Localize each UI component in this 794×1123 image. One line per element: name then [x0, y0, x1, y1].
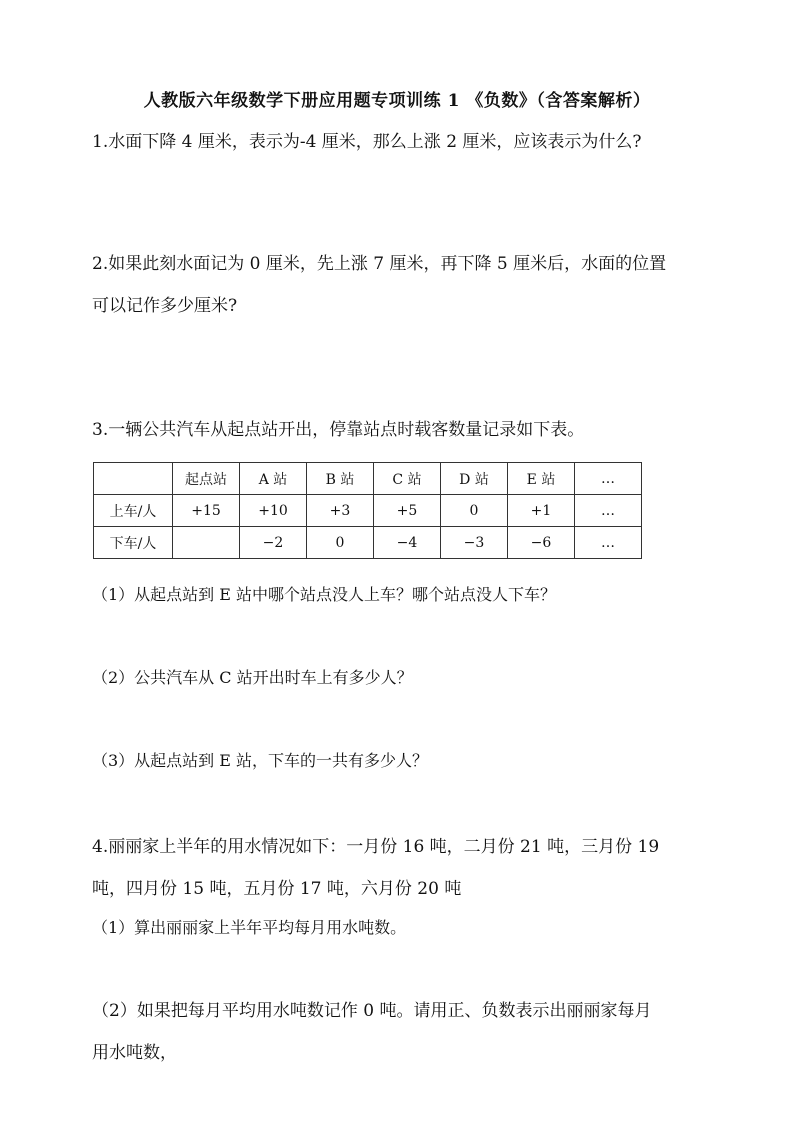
table-cell: −4	[374, 527, 441, 559]
table-cell: …	[575, 495, 642, 527]
station-passenger-table	[93, 462, 642, 559]
table-cell: +10	[240, 495, 307, 527]
table-cell: −6	[508, 527, 575, 559]
table-header-cell: A 站	[240, 463, 307, 495]
table-cell: +15	[173, 495, 240, 527]
question-4-sub-1: （1）算出丽丽家上半年平均每月用水吨数。	[92, 918, 407, 937]
table-header-cell: E 站	[508, 463, 575, 495]
question-3-sub-2: （2）公共汽车从 C 站开出时车上有多少人？	[92, 668, 413, 687]
question-4-sub-2-line-2: 用水吨数，	[92, 1043, 177, 1063]
table-cell: 上车/人	[94, 495, 173, 527]
table-cell: 0	[307, 527, 374, 559]
table-cell: −2	[240, 527, 307, 559]
table-header-cell: C 站	[374, 463, 441, 495]
question-3-intro: 3.一辆公共汽车从起点站开出，停靠站点时载客数量记录如下表。	[92, 420, 585, 440]
table-cell: …	[575, 527, 642, 559]
table-header-row	[94, 463, 642, 495]
table-cell: 0	[441, 495, 508, 527]
question-3-sub-1: （1）从起点站到 E 站中哪个站点没人上车？哪个站点没人下车？	[92, 585, 557, 604]
question-2-line-1: 2.如果此刻水面记为 0 厘米，先上涨 7 厘米，再下降 5 厘米后，水面的位置	[92, 254, 667, 274]
question-4-sub-2-line-1: （2）如果把每月平均用水吨数记作 0 吨。请用正、负数表示出丽丽家每月	[92, 1001, 652, 1021]
question-4-line-1: 4.丽丽家上半年的用水情况如下：一月份 16 吨，二月份 21 吨，三月份 19	[92, 837, 660, 857]
table-cell: +5	[374, 495, 441, 527]
table-cell	[173, 527, 240, 559]
question-4-line-2: 吨，四月份 15 吨，五月份 17 吨，六月份 20 吨	[92, 879, 462, 899]
table-cell: 下车/人	[94, 527, 173, 559]
table-header-cell: D 站	[441, 463, 508, 495]
question-2-line-2: 可以记作多少厘米?	[92, 296, 238, 316]
table-cell: −3	[441, 527, 508, 559]
table-header-cell: 起点站	[173, 463, 240, 495]
question-3-sub-3: （3）从起点站到 E 站，下车的一共有多少人？	[92, 751, 429, 770]
table-header-cell	[94, 463, 173, 495]
table-row-boarding	[94, 495, 642, 527]
table-cell: +1	[508, 495, 575, 527]
table-cell: +3	[307, 495, 374, 527]
page-title: 人教版六年级数学下册应用题专项训练 1 《负数》（含答案解析）	[143, 91, 651, 111]
table-header-cell: …	[575, 463, 642, 495]
table-header-cell: B 站	[307, 463, 374, 495]
table-row-alighting	[94, 527, 642, 559]
question-1: 1.水面下降 4 厘米，表示为-4 厘米，那么上涨 2 厘米，应该表示为什么?	[92, 132, 642, 152]
